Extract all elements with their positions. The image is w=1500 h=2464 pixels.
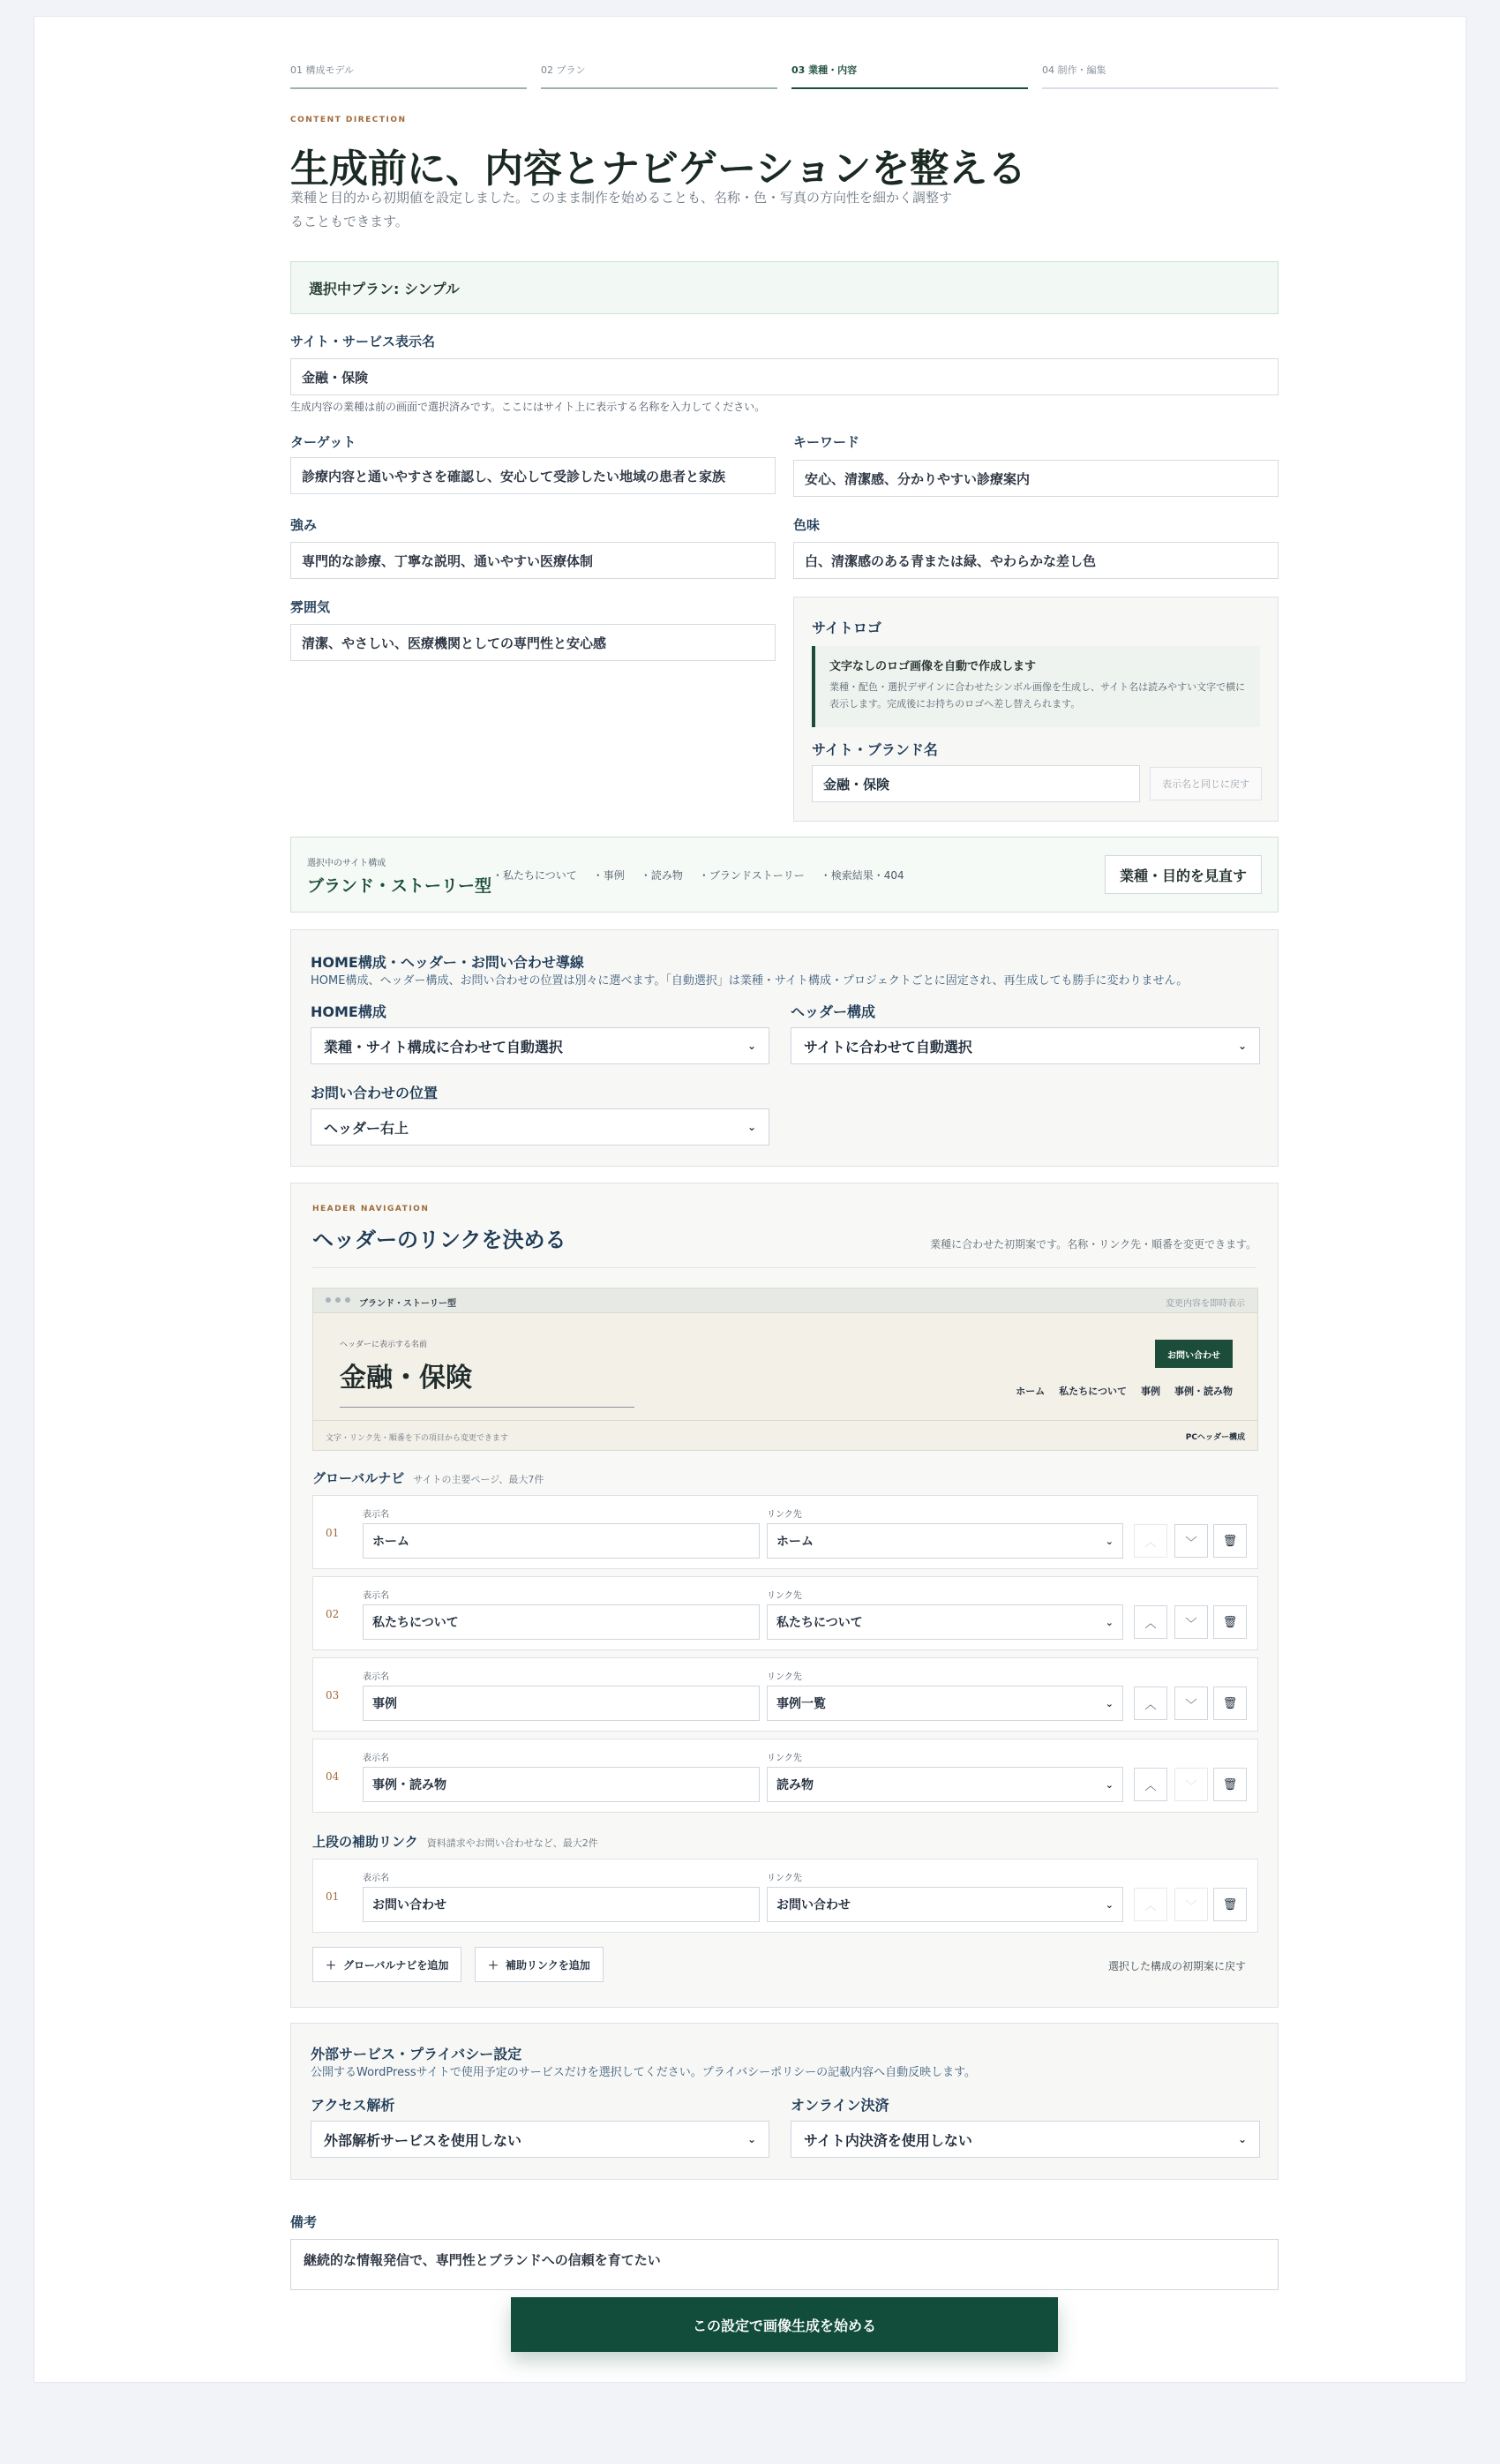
mood-input[interactable]: 清潔、やさしい、医療機関としての専門性と安心感 xyxy=(290,624,776,661)
selected-plan-banner xyxy=(290,261,1279,314)
target-label: ターゲット xyxy=(290,434,356,450)
preview-contact-button: お問い合わせ xyxy=(1155,1340,1233,1368)
keyword-label: キーワード xyxy=(793,434,860,450)
layout-panel xyxy=(290,929,1279,1167)
privacy-title: 外部サービス・プライバシー設定 xyxy=(311,2046,522,2062)
field-label: 表示名 xyxy=(363,1591,389,1601)
home-layout-select[interactable] xyxy=(311,1027,769,1064)
sub-link-label: 上段の補助リンク 資料請求やお問い合わせなど、最大2件 xyxy=(312,1834,598,1850)
structure-page: ・ 私たちについて xyxy=(492,868,577,883)
site-logo-panel xyxy=(793,597,1279,822)
add-sub-link-button[interactable]: ＋ 補助リンクを追加 xyxy=(475,1947,604,1982)
preview-bar xyxy=(313,1288,1257,1313)
logo-info-text: 業種・配色・選択デザインに合わせたシンボル画像を生成し、サイト名は読みやすい文字で横に表示します。完成後にお持ちのロゴへ差し替えられます。 xyxy=(829,681,1246,710)
nav-eyebrow: HEADER NAVIGATION xyxy=(312,1205,430,1213)
target-input[interactable]: 診療内容と通いやすさを確認し、安心して受診したい地域の患者と家族 xyxy=(290,457,776,494)
start-generation-button[interactable]: この設定で画像生成を始める xyxy=(511,2297,1058,2352)
privacy-desc: 公開するWordPressサイトで使用予定のサービスだけを選択してください。プライバシーポリシーの記載内容へ自動反映します。 xyxy=(311,2066,977,2079)
chevron-down-icon: ⌄ xyxy=(1237,2133,1247,2145)
field-label: 表示名 xyxy=(363,1510,389,1520)
plus-icon: ＋ xyxy=(326,1958,337,1972)
strength-label: 強み xyxy=(290,517,318,533)
chevron-down-icon: ⌄ xyxy=(1237,1040,1247,1052)
keyword-input[interactable]: 安心、清潔感、分かりやすい診療案内 xyxy=(793,460,1279,497)
chevron-down-icon: ⌄ xyxy=(746,1121,756,1133)
link-label: リンク先 xyxy=(767,1672,802,1682)
structure-pages xyxy=(492,868,904,883)
chevron-down-icon: ⌄ xyxy=(1105,1697,1114,1709)
review-industry-button[interactable]: 業種・目的を見直す xyxy=(1105,855,1262,894)
global-nav-label: グローバルナビ サイトの主要ページ、最大7件 xyxy=(312,1470,544,1486)
contact-position-label: お問い合わせの位置 xyxy=(311,1085,439,1101)
site-logo-title: サイトロゴ xyxy=(812,620,881,636)
nav-link-select[interactable]: ホーム ⌄ xyxy=(767,1523,1123,1559)
selected-plan-text: 選択中プラン: シンプル xyxy=(309,280,460,297)
chevron-down-icon: ⌄ xyxy=(746,1040,756,1052)
chevron-down-icon: ⌄ xyxy=(1105,1535,1114,1547)
step-4: 04 制作・編集 xyxy=(1042,47,1279,89)
main-card xyxy=(34,16,1466,2383)
field-label: 表示名 xyxy=(363,1874,389,1883)
chevron-down-icon: ⌄ xyxy=(1105,1898,1114,1911)
nav-name-input[interactable]: 事例 xyxy=(363,1686,760,1721)
global-nav-row xyxy=(312,1657,1258,1732)
global-nav-hint: サイトの主要ページ、最大7件 xyxy=(413,1474,544,1485)
preview-link: 事例 xyxy=(1141,1386,1160,1397)
preview-link: ホーム xyxy=(1016,1386,1046,1397)
analytics-label: アクセス解析 xyxy=(311,2097,395,2114)
structure-page: ・ 読み物 xyxy=(641,868,683,883)
preview-link: 私たちについて xyxy=(1059,1386,1127,1397)
memo-label: 備考 xyxy=(290,2214,318,2230)
brand-name-input[interactable]: 金融・保険 xyxy=(812,765,1140,802)
link-label: リンク先 xyxy=(767,1754,802,1763)
color-label: 色味 xyxy=(793,517,821,533)
row-number: 04 xyxy=(326,1770,340,1783)
preview-live-note: 変更内容を即時表示 xyxy=(1166,1299,1245,1309)
structure-page: ・ 事例 xyxy=(593,868,625,883)
chevron-down-icon: ⌄ xyxy=(746,2133,756,2145)
move-down-button[interactable]: ﹀ xyxy=(1174,1888,1208,1921)
move-down-button[interactable]: ﹀ xyxy=(1174,1768,1208,1801)
strength-input[interactable]: 専門的な診療、丁寧な説明、通いやすい医療体制 xyxy=(290,542,776,579)
contact-position-select[interactable] xyxy=(311,1108,769,1146)
logo-info-title: 文字なしのロゴ画像を自動で作成します xyxy=(829,660,1037,673)
nav-link-select[interactable]: 私たちについて ⌄ xyxy=(767,1604,1123,1640)
link-label: リンク先 xyxy=(767,1591,802,1601)
add-global-nav-button[interactable]: ＋ グローバルナビを追加 xyxy=(312,1947,461,1982)
structure-page: ・ ブランドストーリー xyxy=(699,868,805,883)
row-number: 03 xyxy=(326,1689,340,1702)
move-up-button[interactable]: ︿ xyxy=(1134,1888,1167,1921)
preview-footer-note: 文字・リンク先・順番を下の項目から変更できます xyxy=(326,1434,508,1443)
delete-icon[interactable]: 🗑 xyxy=(1213,1686,1247,1720)
header-layout-label: ヘッダー構成 xyxy=(791,1003,876,1020)
delete-icon[interactable]: 🗑 xyxy=(1213,1605,1247,1639)
nav-right-note: 業種に合わせた初期案です。名称・リンク先・順番を変更できます。 xyxy=(930,1238,1256,1251)
nav-link-select[interactable]: 事例一覧 ⌄ xyxy=(767,1686,1123,1721)
reset-nav-link[interactable]: 選択した構成の初期案に戻す xyxy=(1107,1960,1246,1972)
field-label: 表示名 xyxy=(363,1672,389,1682)
header-preview xyxy=(312,1288,1258,1451)
move-down-button[interactable]: ﹀ xyxy=(1174,1524,1208,1558)
structure-small-label: 選択中のサイト構成 xyxy=(307,859,386,868)
structure-page: ・ 検索結果・404 xyxy=(821,868,904,883)
page-title: 生成前に、内容とナビゲーションを整える xyxy=(290,146,1027,192)
stepper xyxy=(290,47,1279,89)
move-down-button[interactable]: ﹀ xyxy=(1174,1686,1208,1720)
delete-icon[interactable]: 🗑 xyxy=(1213,1768,1247,1801)
payment-value: サイト内決済を使用しない xyxy=(804,2131,972,2149)
nav-name-input[interactable]: お問い合わせ xyxy=(363,1887,760,1922)
move-up-button[interactable]: ︿ xyxy=(1134,1686,1167,1720)
site-structure-banner xyxy=(290,837,1279,913)
header-layout-select[interactable] xyxy=(791,1027,1260,1064)
privacy-panel xyxy=(290,2023,1279,2180)
payment-select[interactable] xyxy=(791,2121,1260,2158)
step-3[interactable]: 03 業種・内容 xyxy=(791,47,1028,89)
chevron-down-icon: ⌄ xyxy=(1105,1778,1114,1791)
move-up-button[interactable]: ︿ xyxy=(1134,1768,1167,1801)
delete-icon[interactable]: 🗑 xyxy=(1213,1888,1247,1921)
global-nav-row xyxy=(312,1495,1258,1569)
field-label: 表示名 xyxy=(363,1754,389,1763)
layout-title: HOME構成・ヘッダー・お問い合わせ導線 xyxy=(311,954,584,971)
preview-site-name: 金融・保険 xyxy=(340,1356,634,1408)
eyebrow: CONTENT DIRECTION xyxy=(290,116,407,124)
color-input[interactable]: 白、清潔感のある青または緑、やわらかな差し色 xyxy=(793,542,1279,579)
analytics-value: 外部解析サービスを使用しない xyxy=(324,2131,522,2149)
header-navigation-panel xyxy=(290,1183,1279,2008)
link-label: リンク先 xyxy=(767,1510,802,1520)
brand-name-label: サイト・ブランド名 xyxy=(812,741,938,758)
lead-text: 業種と目的から初期値を設定しました。このまま制作を始めることも、名称・色・写真の方向性を細かく調整することもできます。 xyxy=(290,190,953,229)
preview-footer xyxy=(313,1420,1257,1450)
nav-link-select[interactable]: 読み物 ⌄ xyxy=(767,1767,1123,1802)
sub-link-hint: 資料請求やお問い合わせなど、最大2件 xyxy=(426,1837,598,1849)
structure-name: ブランド・ストーリー型 xyxy=(307,876,492,896)
logo-info-box xyxy=(812,646,1260,727)
move-down-button[interactable]: ﹀ xyxy=(1174,1605,1208,1639)
step-1[interactable]: 01 構成モデル xyxy=(290,47,527,89)
service-name-label: サイト・サービス表示名 xyxy=(290,334,435,349)
preview-name-label: ヘッダーに表示する名前 xyxy=(340,1341,428,1349)
home-layout-label: HOME構成 xyxy=(311,1003,386,1020)
plus-icon: ＋ xyxy=(488,1958,499,1972)
header-layout-value: サイトに合わせて自動選択 xyxy=(804,1038,972,1055)
layout-desc: HOME構成、ヘッダー構成、お問い合わせの位置は別々に選べます。「自動選択」は業種・サイト構成・プロジェクトごとに固定され、再生成しても勝手に変わりません。 xyxy=(311,974,1189,988)
nav-name-input[interactable]: 私たちについて xyxy=(363,1604,760,1640)
link-label: リンク先 xyxy=(767,1874,802,1883)
mood-label: 雰囲気 xyxy=(290,599,331,615)
step-2[interactable]: 02 プラン xyxy=(541,47,777,89)
global-nav-row xyxy=(312,1576,1258,1650)
preview-link: 事例・読み物 xyxy=(1174,1386,1233,1397)
memo-textarea[interactable]: 継続的な情報発信で、専門性とブランドへの信頼を育てたい xyxy=(290,2239,1279,2290)
preview-nav-links xyxy=(1016,1384,1233,1398)
contact-position-value: ヘッダー右上 xyxy=(324,1119,409,1137)
row-number: 02 xyxy=(326,1608,340,1620)
preview-footer-mode: PCヘッダー構成 xyxy=(1185,1433,1245,1442)
row-number: 01 xyxy=(326,1527,340,1539)
window-dots-icon xyxy=(326,1297,350,1303)
nav-name-input[interactable]: 事例・読み物 xyxy=(363,1767,760,1802)
service-name-input[interactable]: 金融・保険 xyxy=(290,358,1279,395)
sub-link-row xyxy=(312,1859,1258,1933)
nav-name-input[interactable]: ホーム xyxy=(363,1523,760,1559)
analytics-select[interactable] xyxy=(311,2121,769,2158)
nav-link-select[interactable]: お問い合わせ ⌄ xyxy=(767,1887,1123,1922)
reset-brand-button[interactable]: 表示名と同じに戻す xyxy=(1150,767,1262,800)
row-number: 01 xyxy=(326,1890,340,1903)
preview-structure-name: ブランド・ストーリー型 xyxy=(359,1299,456,1309)
divider xyxy=(312,1267,1256,1268)
delete-icon[interactable]: 🗑 xyxy=(1213,1524,1247,1558)
move-up-button[interactable]: ︿ xyxy=(1134,1605,1167,1639)
payment-label: オンライン決済 xyxy=(791,2097,889,2114)
chevron-down-icon: ⌄ xyxy=(1105,1616,1114,1628)
service-name-help: 生成内容の業種は前の画面で選択済みです。ここにはサイト上に表示する名称を入力してください。 xyxy=(290,401,766,413)
global-nav-row xyxy=(312,1739,1258,1813)
home-layout-value: 業種・サイト構成に合わせて自動選択 xyxy=(324,1038,563,1055)
nav-title: ヘッダーのリンクを決める xyxy=(312,1227,566,1252)
move-up-button[interactable]: ︿ xyxy=(1134,1524,1167,1558)
